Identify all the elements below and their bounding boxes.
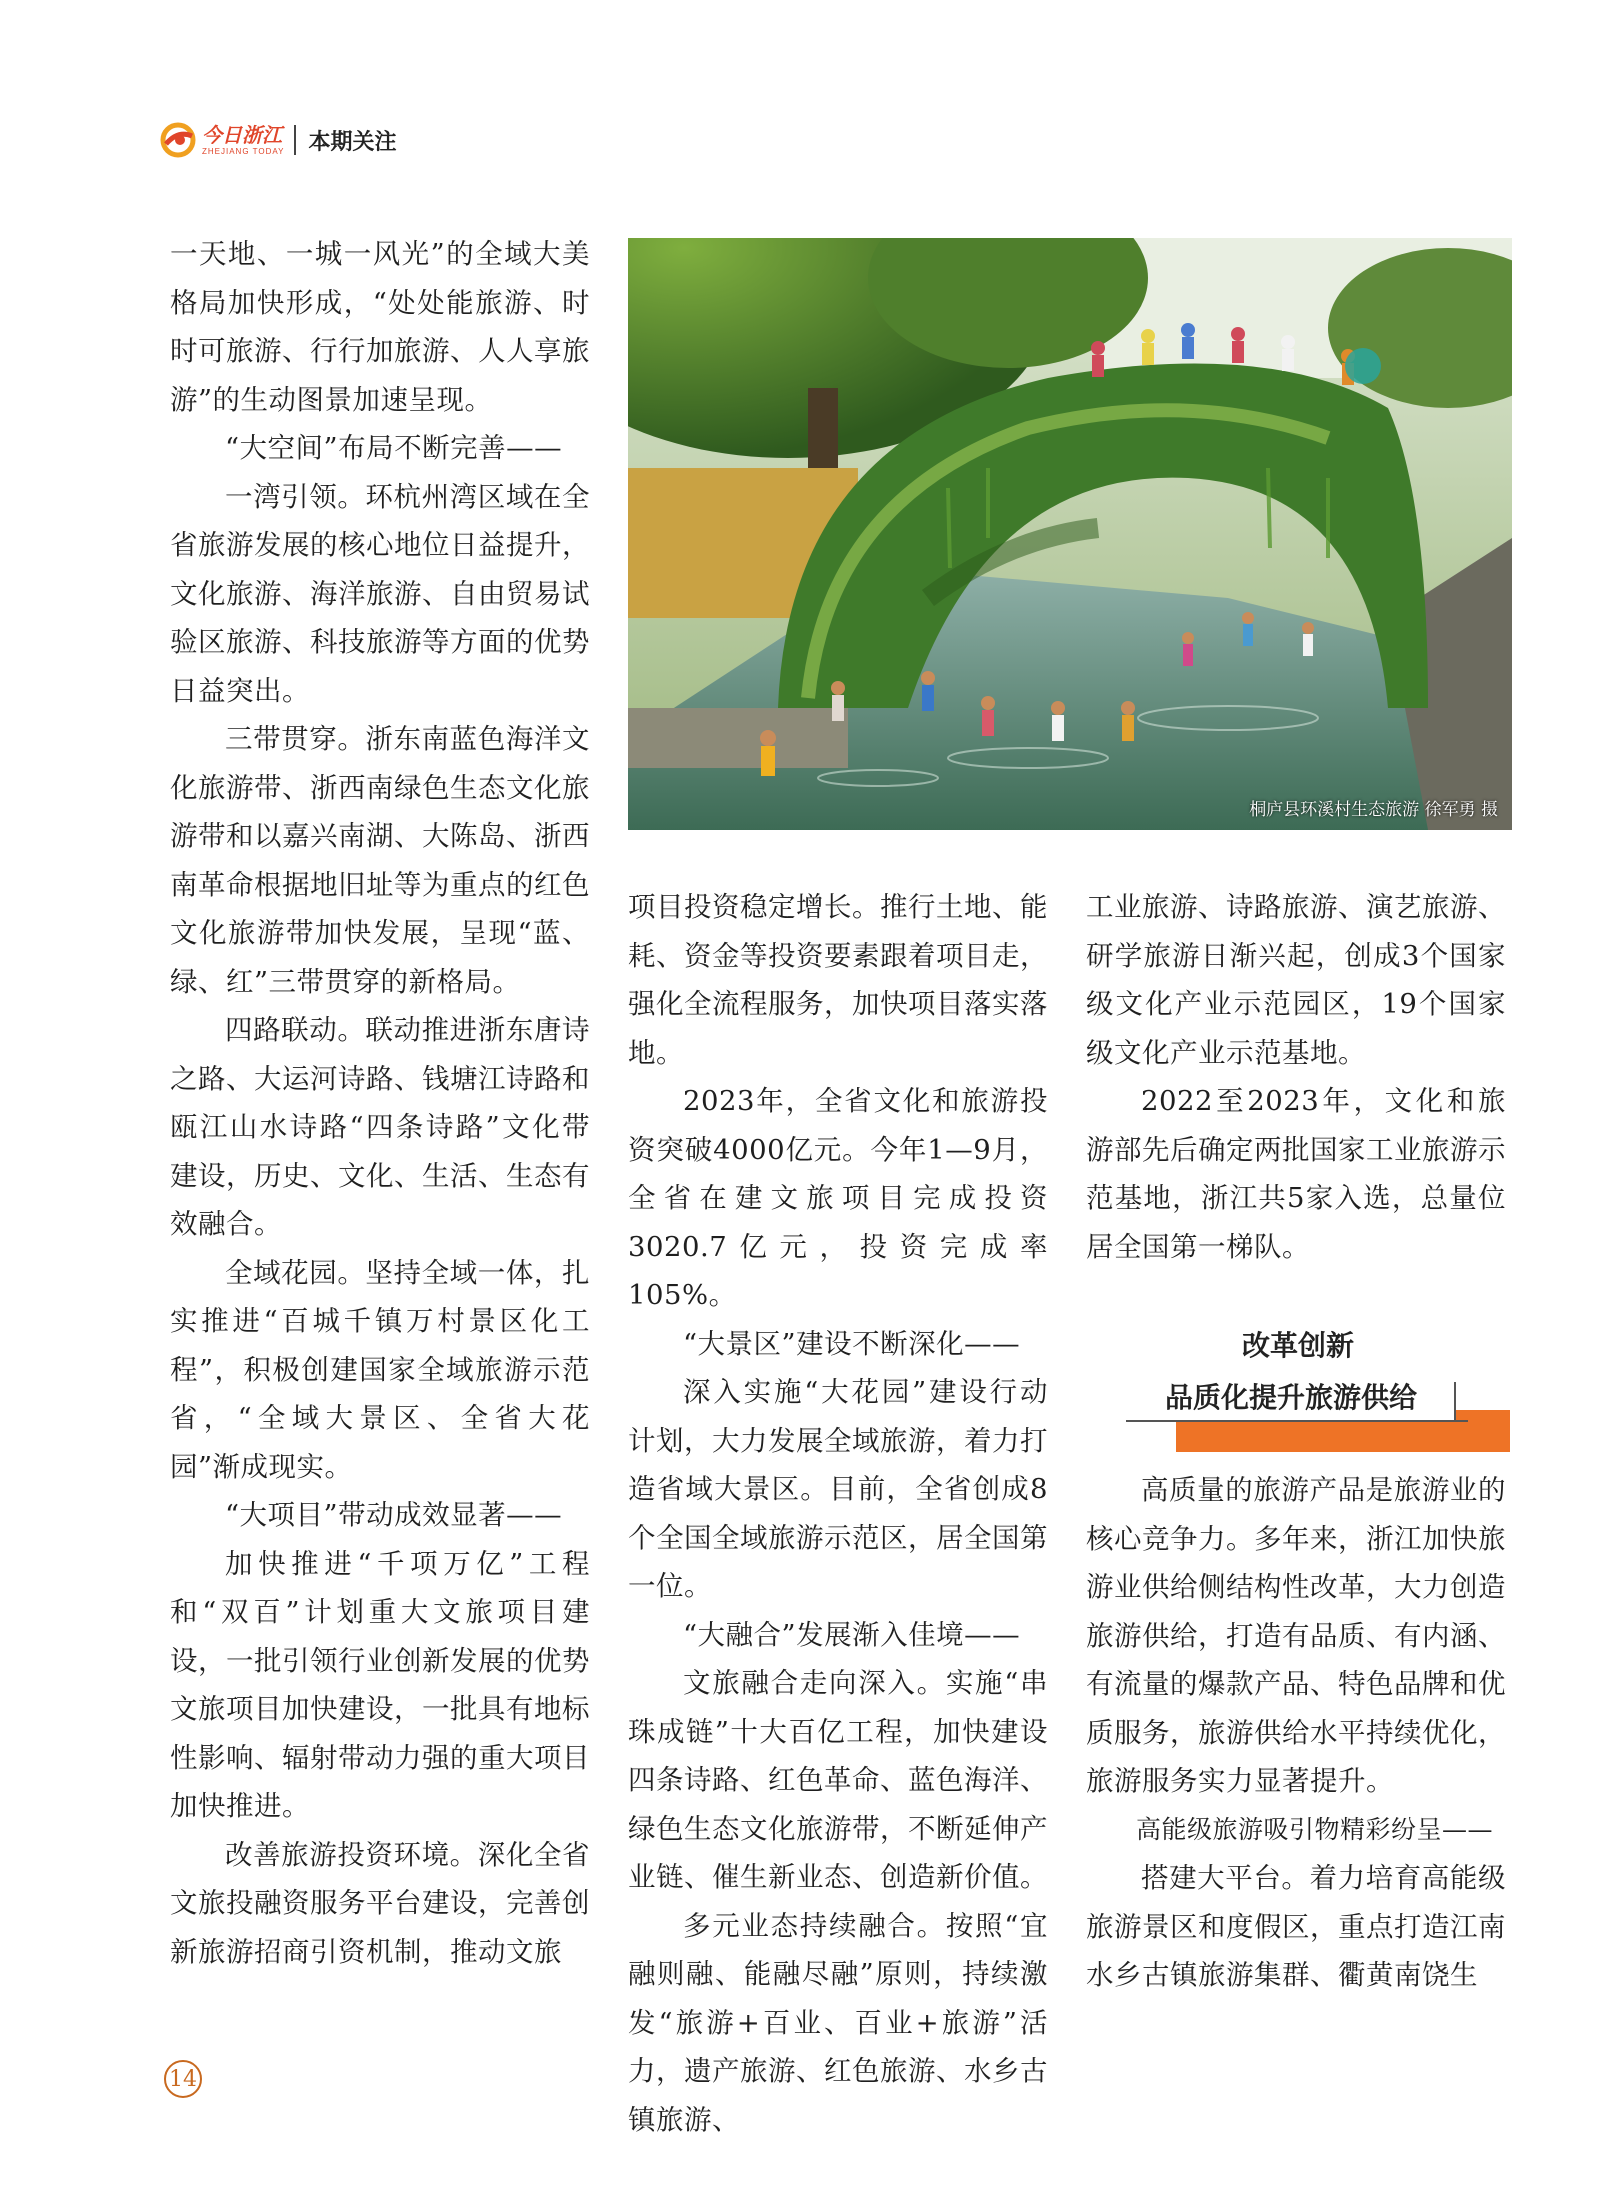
paragraph: 加快推进“千项万亿”工程和“双百”计划重大文旅项目建设，一批引领行业创新发展的优势文旅项目加快建设，一批具有地标性影响、辐射带动力强的重大项目加快推进。 — [170, 1547, 590, 1822]
text-column-2 — [628, 883, 1048, 2144]
subheading: 高能级旅游吸引物精彩纷呈—— — [1136, 1814, 1494, 1844]
paragraph: 四路联动。联动推进浙东唐诗之路、大运河诗路、钱塘江诗路和瓯江山水诗路“四条诗路”文化带建设，历史、文化、生活、生态有效融合。 — [170, 1014, 590, 1240]
subheading: “大融合”发展渐入佳境—— — [683, 1618, 1021, 1651]
logo-chinese: 今日浙江 — [202, 122, 282, 147]
logo-english: ZHEJIANG TODAY — [202, 146, 285, 156]
subheading: “大空间”布局不断完善—— — [225, 432, 563, 464]
page-number: 14 — [164, 2060, 202, 2098]
paragraph: 一天地、一城一风光”的全域大美格局加快形成，“处处能旅游、时时可旅游、行行加旅游、人人享旅游”的生动图景加速呈现。 — [170, 238, 590, 416]
heading-rule — [1126, 1420, 1468, 1422]
header-divider — [294, 125, 296, 155]
paragraph: 2022至2023年，文化和旅游部先后确定两批国家工业旅游示范基地，浙江共5家入选，总量位居全国第一梯队。 — [1086, 1085, 1506, 1263]
paragraph: 多元业态持续融合。按照“宜融则融、能融尽融”原则，持续激发“旅游+百业、百业+旅游”活力，遗产旅游、红色旅游、水乡古镇旅游、 — [628, 1909, 1048, 2136]
heading-line-2: 品质化提升旅游供给 — [1164, 1381, 1417, 1414]
village-stream-photo — [628, 238, 1512, 830]
paragraph: 改善旅游投资环境。深化全省文旅投融资服务平台建设，完善创新旅游招商引资机制，推动文旅 — [170, 1838, 590, 1968]
section-heading — [1086, 1318, 1510, 1458]
paragraph: 高质量的旅游产品是旅游业的核心竞争力。多年来，浙江加快旅游业供给侧结构性改革，大力创造旅游供给，打造有品质、有内涵、有流量的爆款产品、特色品牌和优质服务，旅游供给水平持续优化，旅游服务实力显著提升。 — [1086, 1474, 1506, 1797]
text-column-1 — [170, 230, 590, 1976]
photo-illustration — [628, 238, 1512, 830]
sun-logo-icon — [160, 122, 196, 158]
page-header — [160, 118, 396, 162]
paragraph: 文旅融合走向深入。实施“串珠成链”十大百亿工程，加快建设四条诗路、红色革命、蓝色海洋、绿色生态文化旅游带，不断延伸产业链、催生新业态、创造新价值。 — [628, 1667, 1048, 1893]
section-title: 本期关注 — [308, 129, 397, 155]
paragraph: 深入实施“大花园”建设行动计划，大力发展全域旅游，着力打造省域大景区。目前，全省创成8个全国全域旅游示范区，居全国第一位。 — [628, 1376, 1048, 1602]
photo-caption: 桐庐县环溪村生态旅游 徐军勇 摄 — [1249, 800, 1498, 820]
paragraph: 搭建大平台。着力培育高能级旅游景区和度假区，重点打造江南水乡古镇旅游集群、衢黄南饶生 — [1086, 1862, 1506, 1991]
heading-line-1: 改革创新 — [1241, 1329, 1354, 1362]
magazine-logo — [160, 122, 284, 158]
paragraph: 工业旅游、诗路旅游、演艺旅游、研学旅游日渐兴起，创成3个国家级文化产业示范园区，19个国家级文化产业示范基地。 — [1086, 891, 1506, 1069]
paragraph: 三带贯穿。浙东南蓝色海洋文化旅游带、浙西南绿色生态文化旅游带和以嘉兴南湖、大陈岛、浙西南革命根据地旧址等为重点的红色文化旅游带加快发展，呈现“蓝、绿、红”三带贯穿的新格局。 — [170, 723, 590, 998]
paragraph: 全域花园。坚持全域一体，扎实推进“百城千镇万村景区化工程”，积极创建国家全域旅游示范省，“全域大景区、全省大花园”渐成现实。 — [170, 1256, 590, 1483]
text-column-3 — [1086, 883, 1506, 1271]
text-column-3-continued — [1086, 1466, 1506, 2000]
subheading: “大景区”建设不断深化—— — [683, 1327, 1021, 1360]
subheading: “大项目”带动成效显著—— — [225, 1499, 563, 1531]
paragraph: 一湾引领。环杭州湾区域在全省旅游发展的核心地位日益提升，文化旅游、海洋旅游、自由贸易试验区旅游、科技旅游等方面的优势日益突出。 — [170, 480, 590, 707]
paragraph: 2023年，全省文化和旅游投资突破4000亿元。今年1—9月，全省在建文旅项目完成投资3020.7亿元，投资完成率105%。 — [628, 1085, 1048, 1311]
paragraph: 项目投资稳定增长。推行土地、能耗、资金等投资要素跟着项目走，强化全流程服务，加快项目落实落地。 — [628, 891, 1048, 1069]
